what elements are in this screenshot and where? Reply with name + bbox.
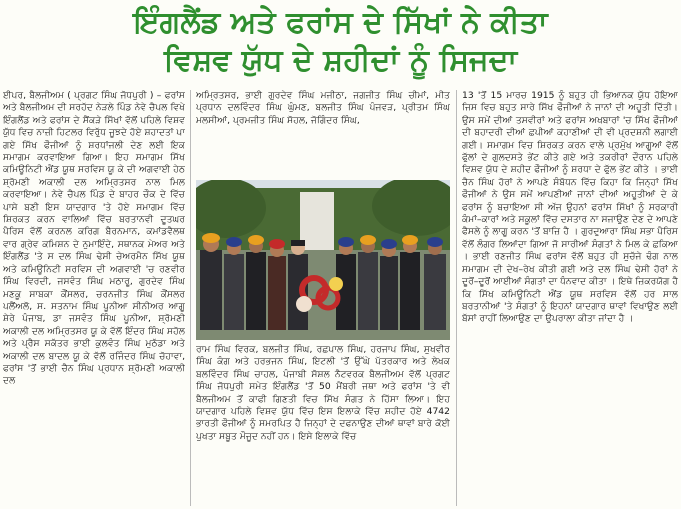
person bbox=[380, 239, 398, 330]
article-column-3-text: 13 'ਤੋਂ 15 ਮਾਰਚ 1915 ਨੂੰ ਬਹੁਤ ਹੀ ਭਿਆਨਕ ਯੁੱਧ ਹੋਇਆ ਜਿਸ ਵਿਚ ਬਹੁਤ ਸਾਰੇ ਸਿੱਖ ਫੌਜੀਆਂ ਨੇ ਜਾਨਾਂ ਦੀ ਅਹੂਤੀ ਦਿੱਤੀ। ਉਸ ਸਮੇਂ ਦੀਆਂ ਤਸਵੀਰਾਂ ਅਤੇ ਫਰਾਂਸ ਅਖਬਾਰਾਂ 'ਚ ਸਿੱਖ ਫੌਜੀਆਂ ਦੀ ਬਹਾਦਰੀ ਦੀਆਂ ਛਪੀਆਂ ਕਹਾਣੀਆਂ ਦੀ ਵੀ ਪ੍ਰਦਸ਼ਨੀ ਲਗਾਈ ਗਈ। ਸਮਾਗਮ ਵਿਚ ਸ਼ਿਰਕਤ ਕਰਨ ਵਾਲੇ ਪ੍ਰਮੁੱਖ ਆਗੂਆਂ ਵੱਲੋਂ ਫੁੱਲਾਂ ਦੇ ਗੁਲਦਸਤੇ ਭੇਂਟ ਕੀਤੇ ਗਏ ਅਤੇ ਤਕਰੀਰਾਂ ਦੌਰਾਨ ਪਹਿਲੇ ਵਿਸ਼ਵ ਯੁੱਧ ਦੇ ਸ਼ਹੀਦ ਫੌਜੀਆਂ ਨੂੰ ਸ਼ਰਧਾ ਦੇ ਫੁੱਲ ਭੇਂਟ ਕੀਤੇ । ਭਾਈ ਚੈਨ ਸਿੰਘ ਹੋਰਾਂ ਨੇ ਆਪਣੇ ਸੰਬੋਧਨ ਵਿੱਚ ਕਿਹਾ ਕਿ ਜਿਨ੍ਹਾਂ ਸਿੱਖ ਫੌਜੀਆਂ ਨੇ ਉਸ ਸਮੇਂ ਆਪਣੀਆਂ ਜਾਨਾਂ ਦੀਆਂ ਅਹੂਤੀਆਂ ਦੇ ਕੇ ਫਰਾਂਸ ਨੂੰ ਬਚਾਇਆ ਸੀ ਅੱਜ ਉਹਨਾਂ ਫਰਾਂਸ ਸਿੱਖਾਂ ਨੂੰ ਸਰਕਾਰੀ ਕੰਮਾਂ–ਕਾਰਾਂ ਅਤੇ ਸਕੂਲਾਂ ਵਿੱਚ ਦਸਤਾਰ ਨਾ ਸਜਾਉਣ ਦੇਣ ਦੇ ਆਪਣੇ ਫੈਸਲੇ ਨੂੰ ਲਾਗੂ ਕਰਨ 'ਤੋਂ ਬਾਜ਼ਿ ਹੈ । ਗੁਰਦੁਆਰਾ ਸਿੰਘ ਸਭਾ ਪੈਰਿਸ ਵੱਲੋਂ ਲੰਗਰ ਲਿਆਂਦਾ ਗਿਆ ਜੋ ਸਾਰੀਆਂ ਸੰਗਤਾਂ ਨੇ ਮਿਲ ਕੇ ਛਕਿਆ । ਭਾਈ ਰਣਜੀਤ ਸਿੰਘ ਫਰਾਂਸ ਵੱਲੋਂ ਬਹੁਤ ਹੀ ਸੁਚੱਜੇ ਢੰਗ ਨਾਲ ਸਮਾਗਮ ਦੀ ਦੇਖ–ਰੇਖ ਕੀਤੀ ਗਈ ਅਤੇ ਦਲ ਸਿੰਘ ਢੇਸੀ ਹੋਰਾਂ ਨੇ ਦੂਰੋਂ–ਦੂਰੋਂ ਆਈਆਂ ਸੰਗਤਾਂ ਦਾ ਧੰਨਵਾਦ ਕੀਤਾ । ਇਥੇ ਜ਼ਿਕਰਯੋਗ ਹੈ ਕਿ ਸਿੱਖ ਕਮਿਊਨਿਟੀ ਐਂਡ ਯੂਥ ਸਰਵਿਸ ਵੱਲੋਂ ਹਰ ਸਾਲ ਬਰਤਾਨੀਆਂ 'ਤੇ ਸੰਗਤਾਂ ਨੂੰ ਇਹਨਾਂ ਯਾਦਗਾਰ ਥਾਵਾਂ ਵਿਖਾਉਣ ਲਈ ਬੱਸਾਂ ਰਾਹੀਂ ਲਿਆਉਣ ਦਾ ਉਪਰਾਲਾ ਕੀਤਾ ਜਾਂਦਾ ਹੈ । bbox=[462, 90, 678, 325]
person bbox=[268, 239, 286, 330]
article-column-1 bbox=[3, 90, 185, 506]
column-divider bbox=[190, 90, 191, 506]
headline bbox=[0, 4, 681, 80]
headline-line-1: ਇੰਗਲੈਂਡ ਅਤੇ ਫਰਾਂਸ ਦੇ ਸਿੱਖਾਂ ਨੇ ਕੀਤਾ bbox=[133, 5, 548, 40]
article-column-2-top-text: ਅਮ੍ਰਿਤਸਰ, ਭਾਈ ਗੁਰਦੇਵ ਸਿੰਘ ਮਜੀਠਾ, ਜਗਜੀਤ ਸਿੰਘ ਚੀਮਾਂ, ਮੀਤ ਪ੍ਰਧਾਨ ਦਲਵਿੰਦਰ ਸਿੰਘ ਘੁੰਮਣ, ਬਲਜੀਤ ਸਿੰਘ ਪੰਜਵੜ, ਪ੍ਰੀਤਮ ਸਿੰਘ ਮਲਸੀਆਂ, ਪ੍ਰਮਜੀਤ ਸਿੰਘ ਸੋਹਲ, ਜੋਗਿੰਦਰ ਸਿੰਘ, bbox=[196, 90, 450, 126]
column-divider bbox=[456, 90, 457, 506]
article-column-3 bbox=[462, 90, 678, 506]
ceremony-photo-graphic bbox=[196, 180, 450, 340]
article-column-2-top bbox=[196, 90, 450, 178]
article-column-1-text: ਈਪਰ, ਬੈਲਜੀਅਮ ( ਪ੍ਰਗਟ ਸਿੰਘ ਜੋਧਪੁਰੀ ) – ਫਰਾਂਸ ਅਤੇ ਬੈਲਜੀਅਮ ਦੀ ਸਰਹੱਦ ਨੇੜਲੇ ਪਿੰਡ ਨੇਵੇ ਚੈਪਲ ਵਿਖੇ ਇੰਗਲੈਂਡ ਅਤੇ ਫਰਾਂਸ ਦੇ ਸੈਂਕੜੇ ਸਿੱਖਾਂ ਵੱਲੋਂ ਪਹਿਲੇ ਵਿਸ਼ਵ ਯੁੱਧ ਵਿਚ ਨਾਜ਼ੀ ਹਿਟਲਰ ਵਿਰੁੱਧ ਜੂਝਦੇ ਹੋਏ ਸ਼ਹਾਦਤਾਂ ਪਾ ਗਏ ਸਿੱਖ ਫੌਜੀਆਂ ਨੂੰ ਸ਼ਰਧਾਂਜਲੀ ਦੇਣ ਲਈ ਇਕ ਸਮਾਗਮ ਕਰਵਾਇਆ ਗਿਆ। ਇਹ ਸਮਾਗਮ ਸਿੱਖ ਕਮਿਊਨਿਟੀ ਐਂਡ ਯੂਥ ਸਰਵਿਸ ਯੂ ਕੇ ਦੀ ਅਗਵਾਈ ਹੇਠ ਸ਼੍ਰੋਮਣੀ ਅਕਾਲੀ ਦਲ ਅਮ੍ਰਿਤਸਰ ਨਾਲ ਮਿਲ ਕਰਵਾਇਆ। ਨੇਵੇ ਚੈਪਲ ਪਿੰਡ ਦੇ ਬਾਹਰ ਚੌਕ ਦੇ ਵਿੱਚ ਪਾਸੇ ਬਣੀ ਇਸ ਯਾਦਗਾਰ 'ਤੇ ਹੋਏ ਸਮਾਗਮ ਵਿੱਚ ਸ਼ਿਰਕਤ ਕਰਨ ਵਾਲਿਆਂ ਵਿੱਚ ਬਰਤਾਨਵੀ ਦੂਤਘਰ ਪੈਰਿਸ ਵੱਲੋਂ ਕਰਨਲ ਕਰਿਗ ਬੈਰਨਮਾਨ, ਕਮਾਂਡਵੈਲਥ ਵਾਰ ਗ੍ਰੇਵ ਕਮਿਸ਼ਨ ਦੇ ਨੁਮਾਇੰਦੇ, ਸਥਾਨਕ ਮੇਅਰ ਅਤੇ ਇੰਗਲੈਂਡ 'ਤੇ ਸ ਦਲ ਸਿੰਘ ਢੇਸੀ ਚੇਅਰਮੈਨ ਸਿੱਖ ਯੂਥ ਅਤੇ ਕਮਿਊਨਿਟੀ ਸਰਵਿਸ ਦੀ ਅਗਵਾਈ 'ਚ ਰਣਵੀਰ ਸਿੰਘ ਵਿਰਦੀ, ਜਸਵੰਤ ਸਿੰਘ ਮਠਾਰੂ, ਗੁਰਦੇਵ ਸਿੰਘ ਮਣਕੂ ਸਾਬਕਾ ਕੌਂਸਲਰ, ਚਰਨਜੀਤ ਸਿੰਘ ਕੌਂਸਲਰ ਪਲੈਂਅਲੋ, ਸ. ਸਤਨਾਮ ਸਿੰਘ ਪੂਨੀਆ ਸੀਨੀਅਰ ਆਗੂ ਸ਼ੇਰੇ ਪੰਜਾਬ, ਡਾ ਜਸਵੰਤ ਸਿੰਘ ਪੂਨੀਆ, ਸ਼੍ਰੋਮਣੀ ਅਕਾਲੀ ਦਲ ਅਮ੍ਰਿਤਸਰ ਯੂ ਕੇ ਵੱਲੋਂ ਇੰਦਰ ਸਿੰਘ ਸਹੋਲ ਅਤੇ ਪ੍ਰੈਸ ਸਕੱਤਰ ਭਾਈ ਕੁਲਵੰਤ ਸਿੰਘ ਮੁਠੱਡਾ ਅਤੇ ਅਕਾਲੀ ਦਲ ਬਾਦਲ ਯੂ ਕੇ ਵੱਲੋਂ ਰਜਿੰਦਰ ਸਿੰਘ ਚੋਹਾਵਾ, ਫਰਾਂਸ 'ਤੋਂ ਭਾਈ ਚੈਨ ਸਿੰਘ ਪ੍ਰਧਾਨ ਸ਼੍ਰੋਮਣੀ ਅਕਾਲੀ ਦਲ bbox=[3, 90, 185, 387]
article-column-2-bottom bbox=[196, 344, 450, 506]
ceremony-photo bbox=[196, 180, 450, 340]
photo-wreaths bbox=[296, 277, 343, 312]
article-column-2-bottom-text: ਰਾਮ ਸਿੰਘ ਵਿਰਕ, ਬਲਜੀਤ ਸਿੰਘ, ਰਛਪਾਲ ਸਿੰਘ, ਹਰਜਾਪ ਸਿੰਘ, ਸੁਖਵੀਰ ਸਿੰਘ ਕੰਗ ਅਤੇ ਹਰਭਜਨ ਸਿੰਘ, ਇਟਲੀ 'ਤੋਂ ਉੱਘੇ ਪੱਤਰਕਾਰ ਅਤੇ ਲੇਖਕ ਬਲਵਿੰਦਰ ਸਿੰਘ ਚਾਹਲ, ਪੰਜਾਬੀ ਸੋਸ਼ਲ ਨੈਟਵਰਕ ਬੈਲਜੀਅਮ ਵੱਲੋਂ ਪ੍ਰਗਟ ਸਿੰਘ ਜੋਧਪੁਰੀ ਸਮੇਤ ਇੰਗਲੈਂਡ 'ਤੋਂ 50 ਮੈਂਬਰੀ ਜਥਾ ਅਤੇ ਫਰਾਂਸ 'ਤੇ ਵੀ ਬੈਲਜੀਅਮ ਤੋਂ ਕਾਫੀ ਗਿਣਤੀ ਵਿਚ ਸਿੱਖ ਸੰਗਤ ਨੇ ਹਿੱਸਾ ਲਿਆ। ਇਹ ਯਾਦਗਾਰ ਪਹਿਲੇ ਵਿਸ਼ਵ ਯੁੱਧ ਵਿੱਚ ਇਸ ਇਲਾਕੇ ਵਿੱਚ ਸ਼ਹੀਦ ਹੋਏ 4742 ਭਾਰਤੀ ਫੌਜੀਆਂ ਨੂੰ ਸਮਰਪਿਤ ਹੈ ਜਿਨ੍ਹਾਂ ਦੇ ਦਫਨਾਉਣ ਦੀਆਂ ਥਾਵਾਂ ਬਾਰੇ ਕੋਈ ਪੁਖਤਾ ਸਬੂਤ ਮੌਜੂਦ ਨਹੀਂ ਹਨ। ਇਸੇ ਇਲਾਕੇ ਵਿੱਚ bbox=[196, 344, 450, 442]
headline-line-2: ਵਿਸ਼ਵ ਯੁੱਧ ਦੇ ਸ਼ਹੀਦਾਂ ਨੂੰ ਸਿਜਦਾ bbox=[163, 43, 518, 78]
